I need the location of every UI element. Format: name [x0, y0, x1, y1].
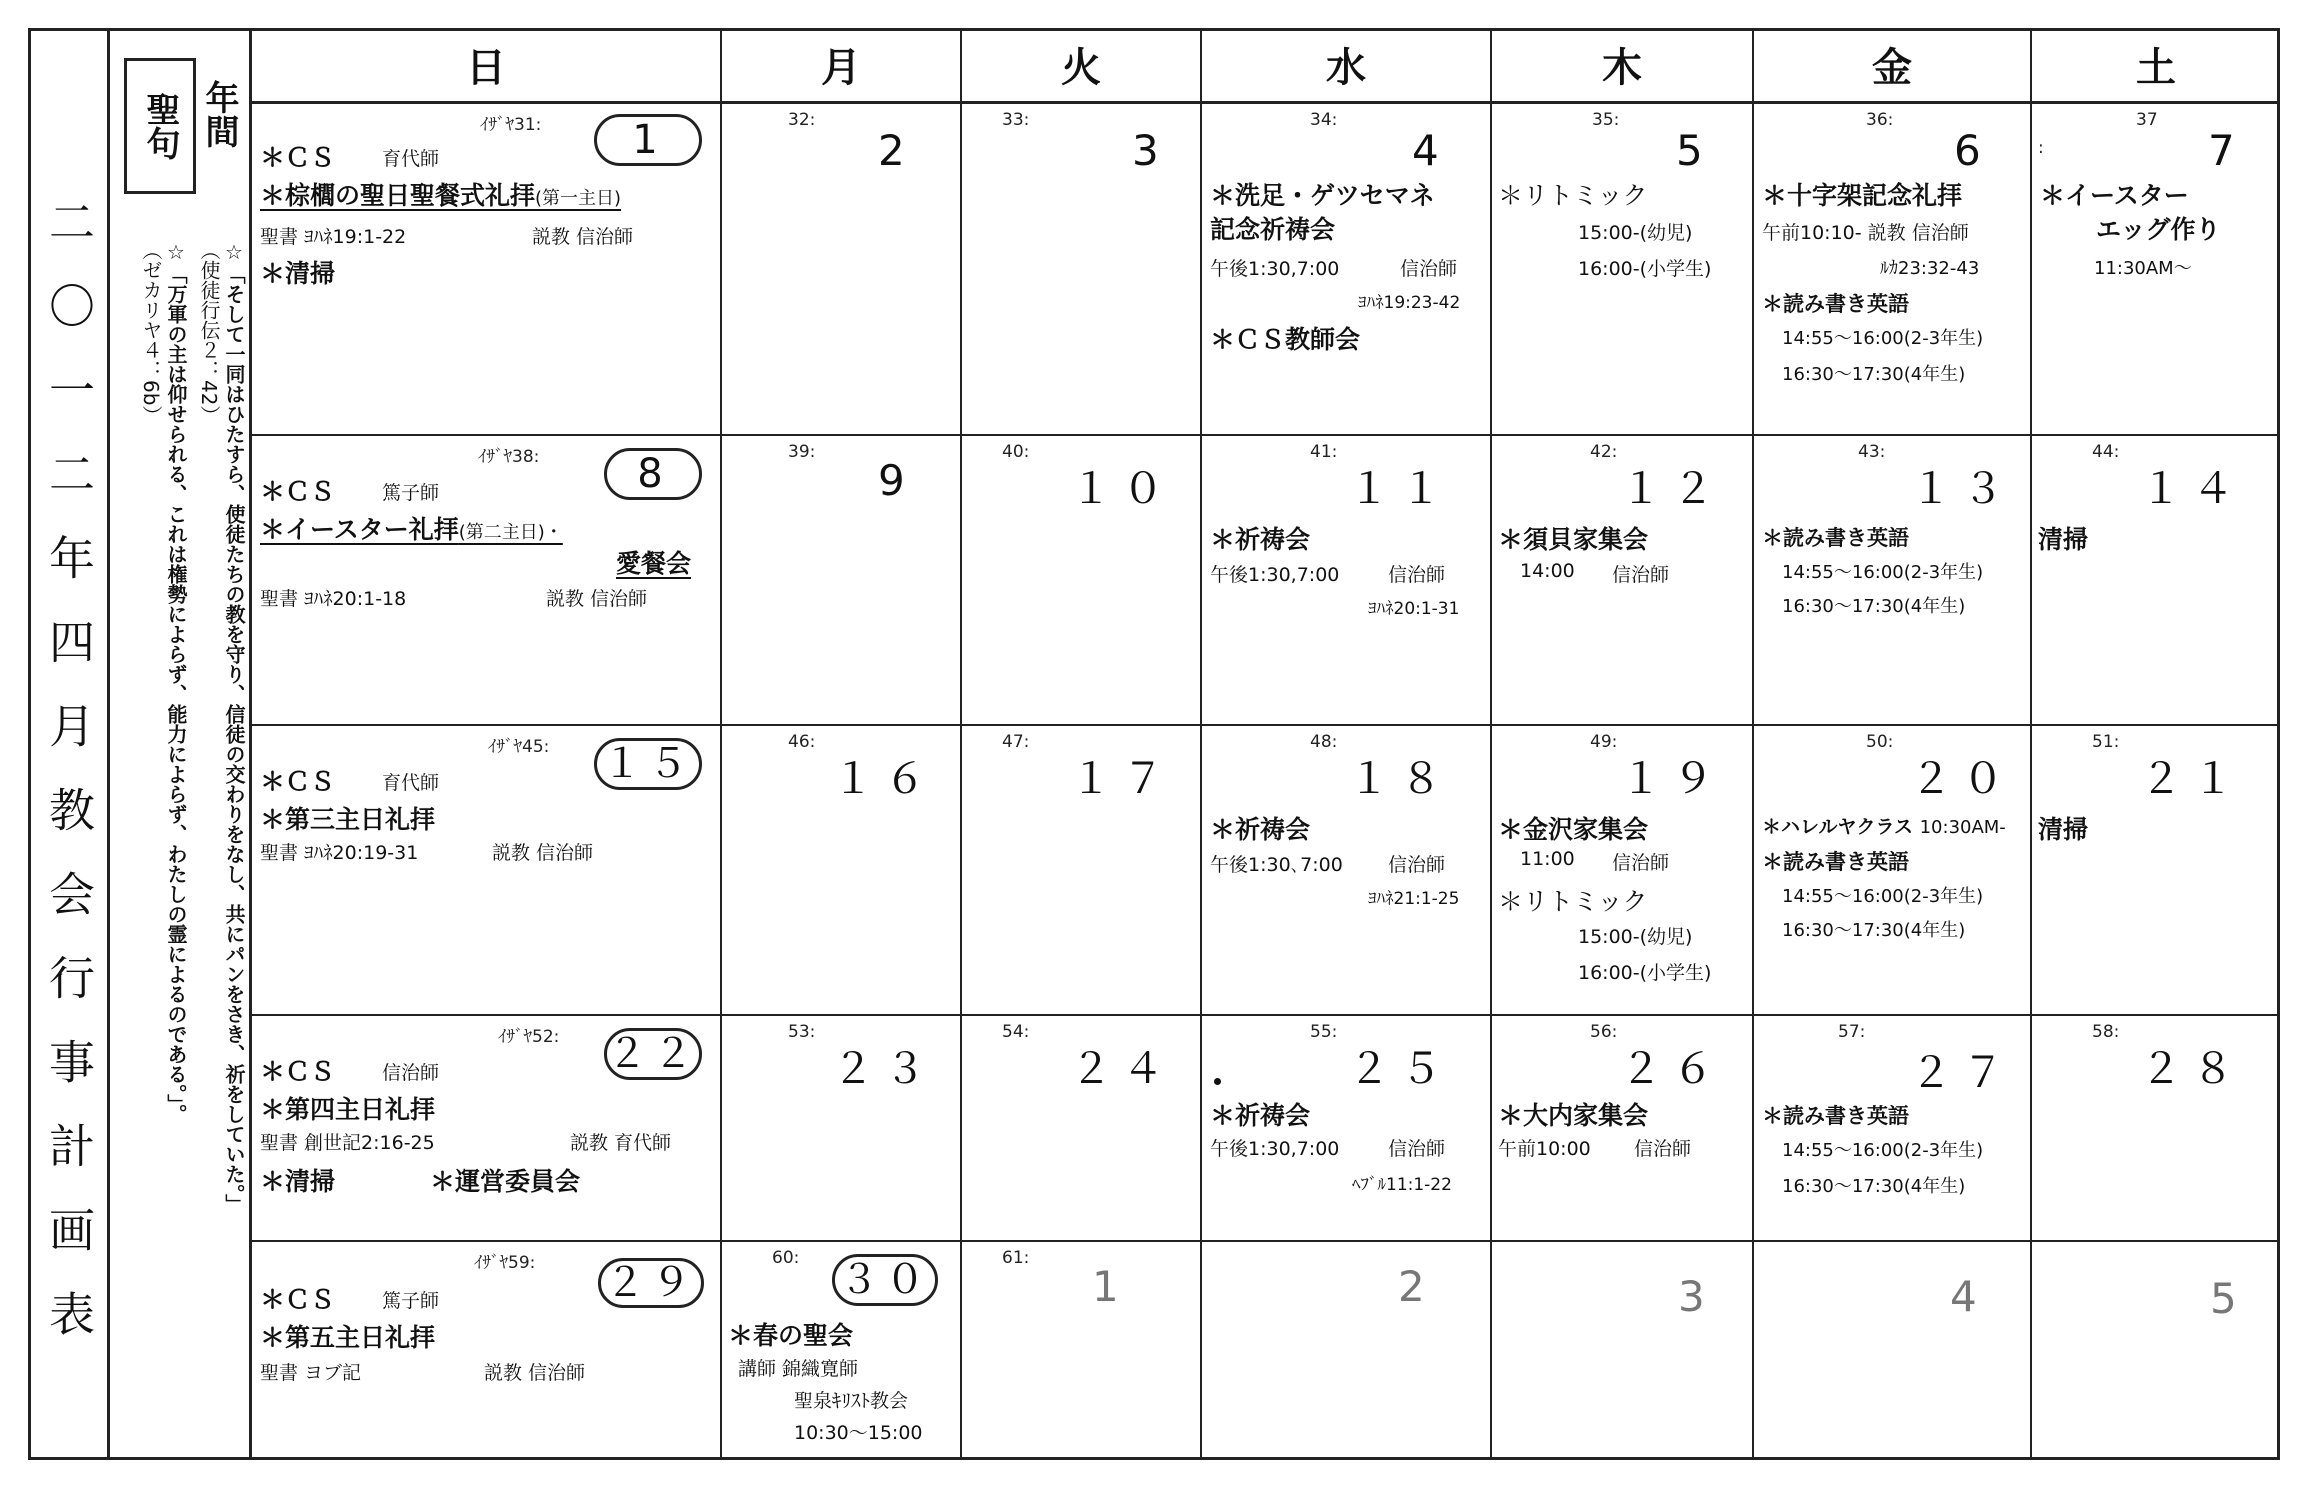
verse-ref-2: （ゼカリヤ４：6b）	[139, 240, 163, 426]
verse-label-box: 聖句	[124, 58, 196, 194]
event-leader: 信治師	[1634, 1138, 1692, 1160]
event-leader: 信治師	[1388, 1138, 1446, 1160]
service-title: ＊第五主日礼拝	[260, 1323, 436, 1352]
verse-body	[114, 240, 246, 1440]
event: ＊リトミック	[1498, 181, 1648, 210]
day-number: 5	[1676, 126, 1713, 175]
event-leader: 信治師	[1388, 564, 1446, 586]
verse-column	[110, 28, 252, 1460]
day-cell-wed-18	[1202, 726, 1492, 1016]
day-cell-fri-27	[1754, 1016, 2032, 1242]
day-cell-thu-26	[1492, 1016, 1754, 1242]
event-time: 午前10:00	[1498, 1138, 1591, 1160]
day-number: 4	[1412, 126, 1449, 175]
day-number: １０	[1070, 464, 1175, 513]
event-time: 16:00-(小学生)	[1578, 258, 1712, 280]
cs-teacher: 篤子師	[382, 1290, 440, 1312]
day-cell-sat-21	[2032, 726, 2280, 1016]
day-number: 5	[2210, 1274, 2247, 1323]
day-number: 3	[1678, 1272, 1715, 1321]
event-cleaning: ＊清掃	[260, 259, 336, 288]
event: ＊イースター	[2040, 181, 2189, 210]
service-title: ＊第四主日礼拝	[260, 1095, 436, 1124]
day-cell-sun-15	[252, 726, 722, 1016]
day-number: ２７	[1910, 1048, 2015, 1097]
weekday-header-thu: 木	[1492, 28, 1754, 104]
event-time: 14:55〜16:00(2-3年生)	[1782, 886, 1984, 907]
event: ＊十字架記念礼拝	[1762, 181, 1963, 210]
event-leader: 信治師	[1612, 564, 1670, 586]
day-cell-tue-3	[962, 104, 1202, 436]
sermon: 説教 育代師	[570, 1132, 672, 1154]
day-number: 8	[604, 448, 702, 500]
day-cell-tue-17	[962, 726, 1202, 1016]
day-prefix: 33:	[1002, 110, 1030, 130]
event-time: 16:30〜17:30(4年生)	[1782, 596, 1966, 617]
day-cell-fri-6	[1754, 104, 2032, 436]
day-number: １１	[1348, 464, 1453, 513]
day-number: 9	[878, 456, 915, 505]
day-number: １４	[2140, 464, 2245, 513]
event-time: 14:55〜16:00(2-3年生)	[1782, 1140, 1984, 1161]
isaiah-ref: ｲｻﾞﾔ59:	[474, 1253, 536, 1273]
day-number: ２２	[604, 1028, 702, 1080]
day-cell-tue-10	[962, 436, 1202, 726]
day-prefix: 37	[2136, 110, 2158, 130]
day-prefix: 56:	[1590, 1022, 1618, 1042]
event-time: 15:00-(幼児)	[1578, 926, 1693, 948]
day-number: 2	[878, 126, 915, 175]
day-cell-sun-22	[252, 1016, 722, 1242]
day-prefix: 61:	[1002, 1248, 1030, 1268]
day-cell-mon-30	[722, 1242, 962, 1460]
event-time: 14:55〜16:00(2-3年生)	[1782, 328, 1984, 349]
day-number: １３	[1910, 464, 2015, 513]
sermon: 説教 信治師	[492, 842, 594, 864]
bible-reading: 聖書 創世記2:16-25	[260, 1132, 435, 1154]
bible-ref: ﾖﾊﾈ21:1-25	[1368, 889, 1460, 909]
bible-reading: 聖書 ﾖﾊﾈ20:19-31	[260, 842, 419, 864]
day-number: ２５	[1348, 1044, 1453, 1093]
event: ＊読み書き英語	[1762, 1104, 1909, 1128]
day-prefix: 47:	[1002, 732, 1030, 752]
day-cell-thu-may3	[1492, 1242, 1754, 1460]
bible-reading: 聖書 ﾖﾊﾈ20:1-18	[260, 588, 407, 610]
day-number: １８	[1348, 754, 1453, 803]
day-prefix: 48:	[1310, 732, 1338, 752]
verse-text-2: ☆「万軍の主は仰せられる、これは権勢によらず、能力によらず、わたしの霊によるのである。」。	[164, 240, 188, 1124]
day-prefix: 41:	[1310, 442, 1338, 462]
day-prefix: 40:	[1002, 442, 1030, 462]
cs-teacher: 信治師	[382, 1062, 440, 1084]
sermon: 説教 信治師	[484, 1362, 586, 1384]
event-time: 16:30〜17:30(4年生)	[1782, 364, 1966, 385]
day-prefix-colon: :	[2038, 138, 2044, 158]
day-number: ２０	[1910, 754, 2015, 803]
weekday-header-fri: 金	[1754, 28, 2032, 104]
bible-ref: ﾙｶ23:32-43	[1880, 258, 1980, 279]
event: ＊春の聖会	[728, 1321, 854, 1350]
day-number: ２１	[2140, 754, 2245, 803]
day-prefix: 55:	[1310, 1022, 1338, 1042]
day-prefix: 54:	[1002, 1022, 1030, 1042]
event: ＊読み書き英語	[1762, 292, 1909, 316]
bible-reading: 聖書 ﾖﾊﾈ19:1-22	[260, 226, 407, 248]
day-number: 1	[1092, 1262, 1129, 1311]
day-number: １２	[1620, 464, 1725, 513]
event-time: 午前10:10- 説教 信治師	[1762, 222, 1969, 244]
event-time: 午後1:30,7:00	[1210, 258, 1340, 280]
bullet-dot	[1214, 1078, 1221, 1085]
day-prefix: 57:	[1838, 1022, 1866, 1042]
event: ＊洗足・ゲツセマネ	[1210, 181, 1435, 210]
day-cell-mon-2	[722, 104, 962, 436]
day-cell-wed-may2	[1202, 1242, 1492, 1460]
day-prefix: 50:	[1866, 732, 1894, 752]
day-prefix: 51:	[2092, 732, 2120, 752]
day-cell-mon-23	[722, 1016, 962, 1242]
day-cell-sun-1	[252, 104, 722, 436]
day-number: 4	[1950, 1272, 1987, 1321]
isaiah-ref: ｲｻﾞﾔ52:	[498, 1027, 560, 1047]
event: 清掃	[2038, 525, 2089, 554]
day-prefix: 32:	[788, 110, 816, 130]
day-number: ２４	[1070, 1044, 1175, 1093]
day-number: 1	[594, 114, 702, 166]
day-number: ３０	[832, 1254, 938, 1306]
service-title-2: 愛餐会	[616, 549, 692, 578]
day-number: １６	[832, 754, 937, 803]
day-cell-wed-25	[1202, 1016, 1492, 1242]
day-cell-sun-8	[252, 436, 722, 726]
event-time: 16:30〜17:30(4年生)	[1782, 1176, 1966, 1197]
calendar-grid	[252, 28, 2280, 1460]
isaiah-ref: ｲｻﾞﾔ31:	[480, 115, 542, 135]
day-prefix: 49:	[1590, 732, 1618, 752]
event-time: 14:55〜16:00(2-3年生)	[1782, 562, 1984, 583]
day-prefix: 42:	[1590, 442, 1618, 462]
day-prefix: 53:	[788, 1022, 816, 1042]
day-cell-sat-14	[2032, 436, 2280, 726]
day-cell-mon-16	[722, 726, 962, 1016]
bible-ref: ﾖﾊﾈ19:23-42	[1358, 293, 1461, 313]
day-prefix: 43:	[1858, 442, 1886, 462]
event-time: 11:00	[1520, 848, 1575, 870]
event: 清掃	[2038, 815, 2089, 844]
event-leader: 信治師	[1400, 258, 1458, 280]
day-cell-sat-may5	[2032, 1242, 2280, 1460]
isaiah-ref: ｲｻﾞﾔ45:	[488, 737, 550, 757]
day-cell-sat-28	[2032, 1016, 2280, 1242]
verse-label-annual: 年間	[199, 80, 239, 148]
cs-teacher: 篤子師	[382, 482, 440, 504]
day-cell-tue-may1	[962, 1242, 1202, 1460]
day-cell-fri-may4	[1754, 1242, 2032, 1460]
event: エッグ作り	[2096, 215, 2221, 244]
cs-label: ＊ＣＳ	[260, 477, 336, 506]
sermon: 説教 信治師	[546, 588, 648, 610]
event-time: 10:30〜15:00	[794, 1422, 923, 1444]
event: ＊祈祷会	[1210, 525, 1311, 554]
day-cell-thu-12	[1492, 436, 1754, 726]
day-cell-sun-29	[252, 1242, 722, 1460]
event: 記念祈祷会	[1210, 215, 1336, 244]
day-cell-mon-9	[722, 436, 962, 726]
event-time: 午後1:30,7:00	[1210, 564, 1340, 586]
event: ＊祈祷会	[1210, 1101, 1311, 1130]
day-cell-thu-5	[1492, 104, 1754, 436]
event: ＊大内家集会	[1498, 1101, 1649, 1130]
day-number: ２９	[598, 1258, 704, 1308]
event-time: 11:30AM〜	[2094, 258, 2192, 279]
bible-ref: ﾍﾌﾞﾙ11:1-22	[1352, 1175, 1452, 1195]
day-number: １９	[1620, 754, 1725, 803]
event-time: 午後1:30,7:00	[1210, 1138, 1340, 1160]
event-speaker: 講師 錦織寛師	[738, 1358, 859, 1380]
event: ＊祈祷会	[1210, 815, 1311, 844]
event: ＊須貝家集会	[1498, 525, 1649, 554]
cs-label: ＊ＣＳ	[260, 143, 336, 172]
day-number: 2	[1398, 1262, 1435, 1311]
event: ＊読み書き英語	[1762, 526, 1909, 550]
day-cell-wed-11	[1202, 436, 1492, 726]
bible-reading: 聖書 ヨブ記	[260, 1362, 362, 1384]
day-cell-wed-4	[1202, 104, 1492, 436]
event: ＊ハレルヤクラス 10:30AM-	[1762, 816, 2006, 838]
day-prefix: 44:	[2092, 442, 2120, 462]
weekday-header-sat: 土	[2032, 28, 2280, 104]
event-time: 16:30〜17:30(4年生)	[1782, 920, 1966, 941]
event-leader: 信治師	[1612, 852, 1670, 874]
cs-label: ＊ＣＳ	[260, 1285, 336, 1314]
day-number: ２３	[832, 1044, 937, 1093]
day-cell-thu-19	[1492, 726, 1754, 1016]
weekday-header-wed: 水	[1202, 28, 1492, 104]
bible-ref: ﾖﾊﾈ20:1-31	[1368, 599, 1460, 619]
day-cell-tue-24	[962, 1016, 1202, 1242]
weekday-header-sun: 日	[252, 28, 722, 104]
event-time: 14:00	[1520, 560, 1575, 582]
cs-label: ＊ＣＳ	[260, 767, 336, 796]
event: ＊リトミック	[1498, 887, 1648, 916]
day-prefix: 60:	[772, 1248, 800, 1268]
verse-text-1: ☆「そして一同はひたすら、使徒たちの教を守り、信徒の交わりをなし、共にパンをさき、祈をしていた。」	[222, 240, 246, 1214]
page-title: 二〇一二年四月教会行事計画表	[42, 198, 96, 1374]
verse-header	[124, 44, 240, 200]
day-number: ２６	[1620, 1044, 1725, 1093]
verse-ref-1: （使徒行伝２：42）	[197, 240, 221, 426]
event-time: 15:00-(幼児)	[1578, 222, 1693, 244]
event: ＊金沢家集会	[1498, 815, 1649, 844]
event-church: 聖泉ｷﾘｽﾄ教会	[794, 1390, 909, 1412]
day-prefix: 39:	[788, 442, 816, 462]
day-prefix: 46:	[788, 732, 816, 752]
event-cleaning: ＊清掃	[260, 1167, 336, 1196]
service-title: ＊イースター礼拝(第二主日)・	[260, 515, 563, 544]
day-number: 6	[1954, 126, 1991, 175]
cs-teacher: 育代師	[382, 772, 440, 794]
cs-label: ＊ＣＳ	[260, 1057, 336, 1086]
weekday-header-mon: 月	[722, 28, 962, 104]
day-cell-sat-7	[2032, 104, 2280, 436]
day-number: １７	[1070, 754, 1175, 803]
isaiah-ref: ｲｻﾞﾔ38:	[478, 447, 540, 467]
day-prefix: 34:	[1310, 110, 1338, 130]
event-committee: ＊運営委員会	[430, 1167, 581, 1196]
event: ＊読み書き英語	[1762, 850, 1909, 874]
day-prefix: 36:	[1866, 110, 1894, 130]
weekday-header-tue: 火	[962, 28, 1202, 104]
day-number: 7	[2208, 126, 2245, 175]
day-number: 3	[1132, 126, 1169, 175]
day-number: １５	[594, 738, 702, 790]
event-leader: 信治師	[1388, 854, 1446, 876]
event-time: 16:00-(小学生)	[1578, 962, 1712, 984]
service-title: ＊棕櫚の聖日聖餐式礼拝(第一主日)	[260, 181, 622, 210]
title-column	[28, 28, 110, 1460]
cs-teacher: 育代師	[382, 148, 440, 170]
day-cell-fri-20	[1754, 726, 2032, 1016]
day-prefix: 58:	[2092, 1022, 2120, 1042]
service-title: ＊第三主日礼拝	[260, 805, 436, 834]
day-prefix: 35:	[1592, 110, 1620, 130]
day-cell-fri-13	[1754, 436, 2032, 726]
day-number: ２８	[2140, 1044, 2245, 1093]
event: ＊ＣＳ教師会	[1210, 325, 1361, 354]
sermon: 説教 信治師	[532, 226, 634, 248]
event-time: 午後1:30､7:00	[1210, 854, 1343, 876]
